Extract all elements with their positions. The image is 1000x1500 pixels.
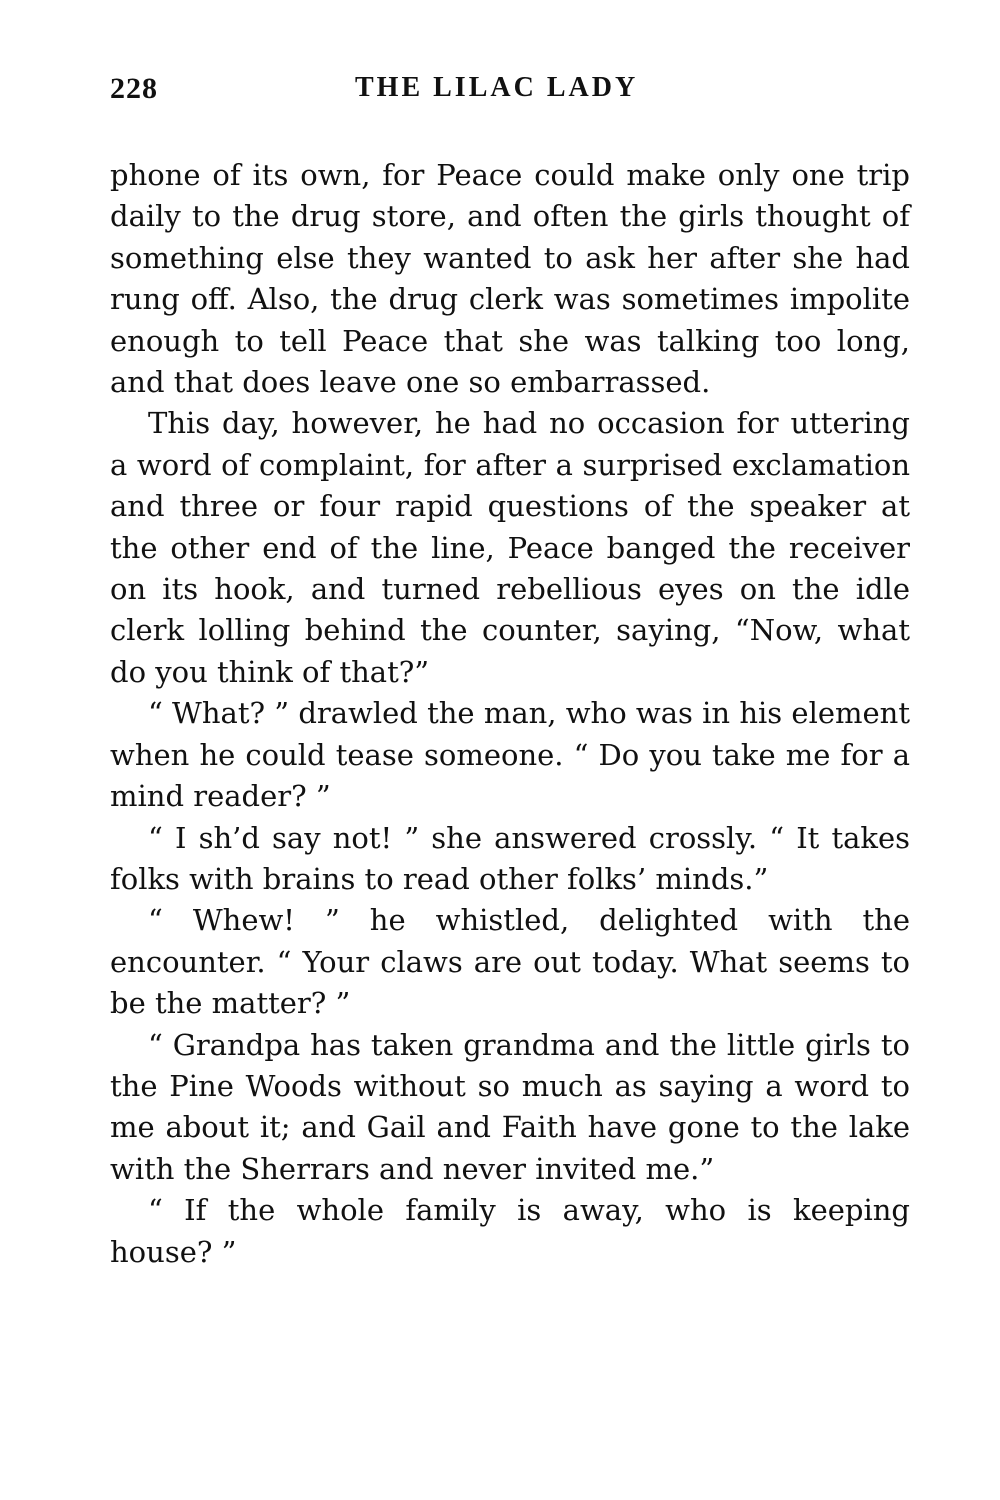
running-head [110,72,910,112]
paragraph: “ Grandpa has taken grandma and the little girls to the Pine Woods without so much as saying a word to me about it; and Gail and Faith have gone to the lake with the Sherrars and never invited me.” [110,1027,910,1186]
paragraph: “ If the whole family is away, who is keeping house? ” [110,1193,910,1269]
paragraph: “ I sh’d say not! ” she answered crossly. “ It takes folks with brains to read other folks’ minds.” [110,820,910,896]
paragraph: “ Whew! ” he whistled, delighted with the encounter. “ Your claws are out today. What seems to be the matter? ” [110,903,910,1021]
book-title: THE LILAC LADY [355,72,639,103]
text-body [110,155,910,1273]
page-number: 228 [110,72,158,105]
paragraph: This day, however, he had no occasion for uttering a word of complaint, for after a surprised exclamation and three or four rapid questions of the speaker at the other end of the line, Peace banged the receiver on its hook, and turned rebellious eyes on the idle clerk lolling behind the counter, saying, “Now, what do you think of that?” [110,406,910,689]
paragraph: “ What? ” drawled the man, who was in his element when he could tease someone. “ Do you take me for a mind reader? ” [110,696,910,814]
paragraph: phone of its own, for Peace could make only one trip daily to the drug store, and often the girls thought of something else they wanted to ask her after she had rung off. Also, the drug clerk was sometimes impolite enough to tell Peace that she was talking too long, and that does leave one so embarrassed. [110,158,910,400]
